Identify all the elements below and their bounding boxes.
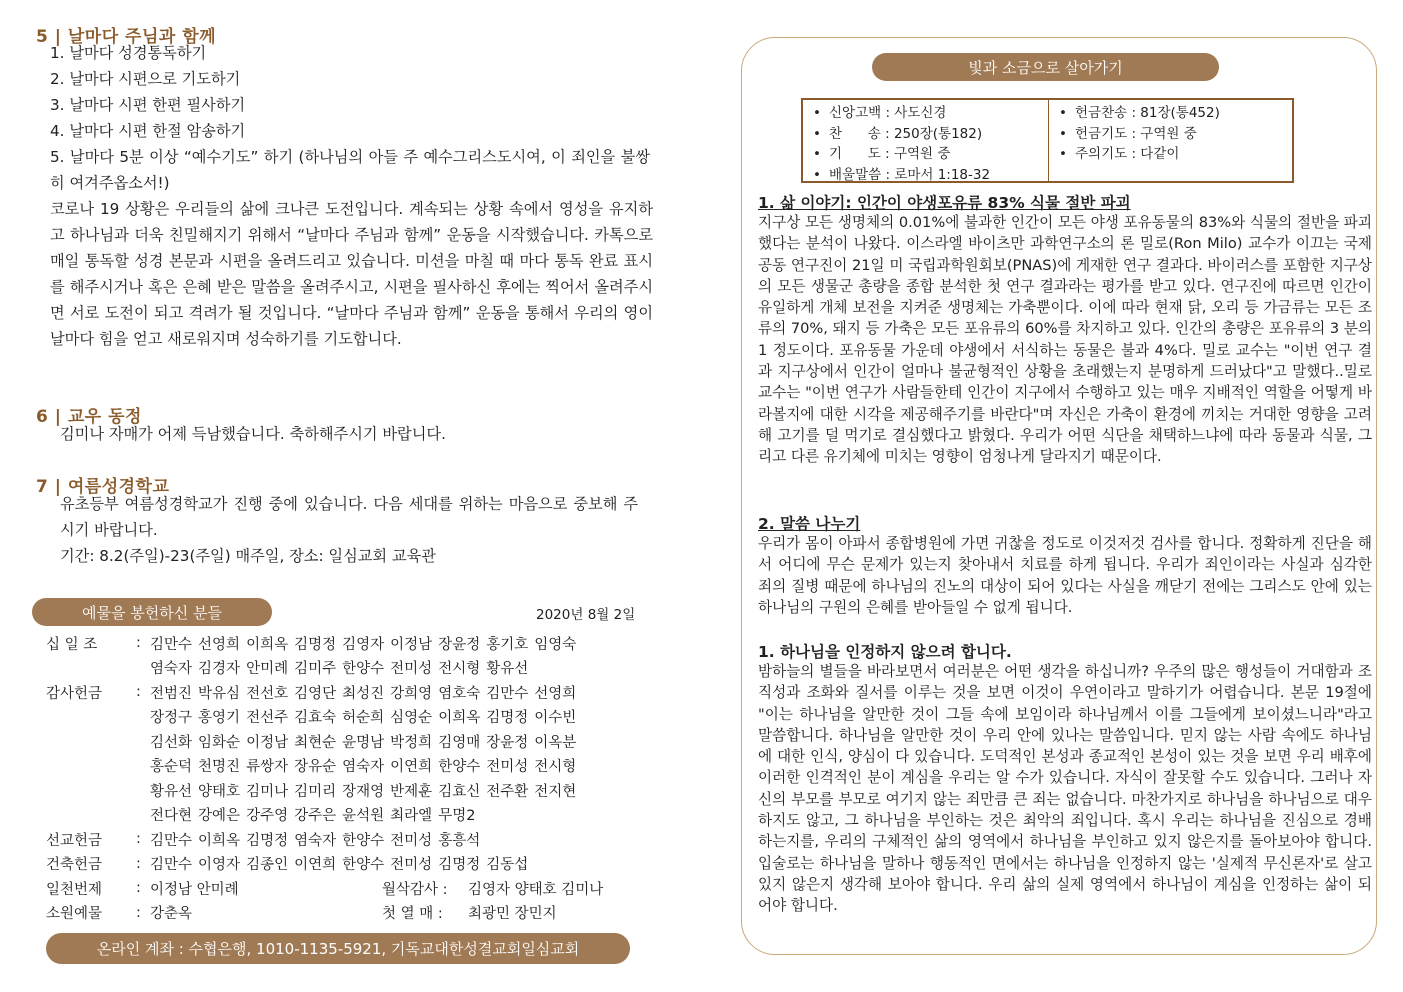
- offering-colon: [136, 656, 150, 681]
- offering-colon: :: [136, 684, 141, 701]
- donor-name: 김미나: [246, 783, 289, 800]
- point-1-title: 1. 하나님을 인정하지 않으려 합니다.: [758, 643, 1012, 661]
- donor-name: 김영자: [342, 636, 385, 653]
- donor-name: 전선주: [246, 710, 289, 727]
- donor-name: 전주환: [486, 783, 529, 800]
- donor-name: 전선호: [246, 685, 289, 702]
- donor-name: 이옥분: [534, 734, 577, 751]
- offering-category: 십 일 조: [46, 636, 98, 653]
- donor-name: 김만수: [150, 832, 193, 849]
- account-text: 온라인 계좌 : 수협은행, 1010-1135-5921, 기독교대한성결교회일심교회: [96, 940, 580, 958]
- donor-name: 홍기호: [486, 636, 529, 653]
- word-sharing-title: 2. 말씀 나누기: [758, 515, 861, 533]
- offering-row: [46, 901, 603, 926]
- offering-names: 강춘옥: [150, 906, 193, 923]
- point-1-body: 밤하늘의 별들을 바라보면서 여러분은 어떤 생각을 하십니까? 우주의 많은 행성들이 거대함과 조직성과 조화와 질서를 이루는 것을 보면 이것이 우연이라고 말하기가 어렵습니다. 본문 19절에 "이는 하나님을 알만한 것이 그들 속에 보임이라 하나님께서 이를 그들에게 보이셨느니라"라고 말씀합니다. 하나님을 알만한 것이 우리 안에 있나는 말씀입니다. 믿지 않는 사람 속에도 하나님에 대한 인식, 양심이 다 있습니다. 도덕적인 본성과 종교적인 본성이 있는 것을 보면 우리 배후에 이러한 인격적인 분이 계심을 우리는 알 수가 있습니다. 자식이 잘못할 수도 있습니다. 그러나 자신의 부모를 부모로 여기지 않는 죄만큼 큰 죄는 없습니다. 마찬가지로 하나님을 하나님으로 대우하지도 않고, 그 하나님을 부인하는 것은 최악의 죄입니다. 혹시 우리는 하나님을 진심으로 경배하는지를, 우리의 구체적인 삶의 영역에서 하나님을 부인하고 있지 않은지를 돌아보아야 합니다. 입술로는 하나님을 말하나 행동적인 면에서는 하나님을 인정하지 않는 '실제적 무신론자'로 살고 있지 않은지 생각해 보아야 합니다. 우리 삶의 실제 영역에서 하나님이 계심을 인정하는 삶이 되어야 합니다.: [758, 663, 1372, 915]
- story-title: 1. 삶 이야기: 인간이 야생포유류 83% 식물 절반 파괴: [758, 194, 1131, 212]
- offering-category: [46, 729, 136, 754]
- section-6-body: 김미나 자매가 어제 득남했습니다. 축하해주시기 바랍니다.: [60, 425, 446, 443]
- donor-name: 전시형: [438, 661, 481, 678]
- list-item: 5. 날마다 5분 이상 “예수기도” 하기 (하나님의 아들 주 예수그리스도시여, 이 죄인을 불쌍히 여겨주옵소서!): [50, 148, 650, 192]
- offering-category: 일천번제: [46, 881, 103, 898]
- offering-category: [46, 778, 136, 803]
- offering-row: [46, 778, 603, 803]
- donor-name: 홍흥석: [438, 832, 481, 849]
- donor-name: 한양수: [438, 759, 481, 776]
- offering-category: 첫 열 매 :: [382, 906, 443, 923]
- donor-name: 김명정: [246, 832, 289, 849]
- word-sharing-body: 우리가 몸이 아파서 종합병원에 가면 귀찮을 정도로 이것저것 검사를 합니다. 정확하게 진단을 해서 어디에 무슨 문제가 있는지 찾아내서 치료를 하게 됩니다. 우리가 죄인이라는 사실과 심각한 죄의 질병 때문에 하나님의 진노의 대상이 되어 있다는 사실을 깨닫기 전에는 그리스도 안에 있는 하나님의 구원의 은혜를 받아들일 수 없게 됩니다.: [758, 535, 1372, 616]
- donor-name: 심영순: [390, 710, 433, 727]
- donor-name: 안미례: [246, 661, 289, 678]
- offering-row: [46, 852, 603, 877]
- offering-names: 이정남 안미례: [150, 881, 239, 898]
- donor-name: 윤석원: [342, 808, 385, 825]
- offering-names: 김영자 양태호 김미나: [468, 881, 604, 898]
- offering-header: [32, 598, 272, 626]
- donor-name: 이희옥: [246, 636, 289, 653]
- donor-name: 전미성: [390, 661, 433, 678]
- worship-item: • 신앙고백 : 사도신경: [813, 105, 947, 121]
- donor-name: 류쌍자: [246, 759, 289, 776]
- offering-names: [150, 656, 603, 681]
- worship-item: • 주의기도 : 다같이: [1059, 146, 1180, 162]
- donor-name: 선영희: [534, 685, 577, 702]
- offering-names: [150, 631, 603, 656]
- donor-name: 김효숙: [294, 710, 337, 727]
- donor-name: 최라엘: [390, 808, 433, 825]
- donor-name: 김명정: [294, 636, 337, 653]
- donor-name: 이희옥: [198, 832, 241, 849]
- donor-name: 강주은: [294, 808, 337, 825]
- donor-name: 전미성: [390, 832, 433, 849]
- offering-row: [46, 803, 603, 828]
- section-7-body: 유초등부 여름성경학교가 진행 중에 있습니다. 다음 세대를 위하는 마음으로 중보해 주시기 바랍니다.: [60, 495, 638, 539]
- donor-name: 김만수: [150, 857, 193, 874]
- offering-colon: [136, 778, 150, 803]
- worship-order-box: [801, 98, 1294, 183]
- offering-names: [150, 827, 603, 852]
- donor-name: 이수빈: [534, 710, 577, 727]
- donor-name: 염호숙: [438, 685, 481, 702]
- right-header-label: 빛과 소금으로 살아가기: [968, 58, 1123, 77]
- offering-category: [46, 656, 136, 681]
- donor-name: 황유선: [150, 783, 193, 800]
- donor-name: 전시형: [534, 759, 577, 776]
- list-item: 1. 날마다 성경통독하기: [50, 44, 207, 62]
- donor-name: 선영희: [198, 636, 241, 653]
- donor-name: 전지현: [534, 783, 577, 800]
- donor-name: 김종인: [246, 857, 289, 874]
- donor-name: 임화순: [198, 734, 241, 751]
- donor-name: 홍순덕: [150, 759, 193, 776]
- story-body: 지구상 모든 생명체의 0.01%에 불과한 인간이 모든 야생 포유동물의 83%와 식물의 절반을 파괴했다는 분석이 나왔다. 이스라엘 바이츠만 과학연구소의 론 밀로(Ron Milo) 교수가 이끄는 국제공동 연구진이 21일 미 국립과학원회보(PNAS)에 게재한 연구 결과다. 바이러스를 포함한 지구상의 모든 생물군 총량을 종합 분석한 첫 연구 결과라는 평가를 받고 있다. 연구진에 따르면 인간이 유일하게 개체 보전을 지켜준 생명체는 가축뿐이다. 이에 따라 현재 닭, 오리 등 가금류는 모든 조류의 70%, 돼지 등 가축은 모든 포유류의 60%를 차지하고 있다. 인간의 총량은 포유류의 3 분의 1 정도이다. 포유동물 가운데 야생에서 서식하는 동물은 불과 4%다. 밀로 교수는 "이번 연구 결과 지구상에서 인간이 얼마나 불균형적인 상황을 초래했는지 분명하게 드러났다"고 말했다..밀로 교수는 "이번 연구가 사람들한테 인간이 지구에서 수행하고 있는 매우 지배적인 역할을 어떻게 바라볼지에 대한 시각을 제공해주기를 바란다"며 자신은 가축이 환경에 끼치는 거대한 영향을 고려해 고기를 덜 먹기로 결심했다고 밝혔다. 우리가 어떤 식단을 채택하느냐에 따라 동물과 식물, 그리고 다른 유기체에 미치는 영향이 엄청나게 달라지기 때문이다.: [758, 214, 1372, 466]
- worship-item: • 배울말씀 : 로마서 1:18-32: [813, 166, 991, 183]
- donor-name: 최성진: [342, 685, 385, 702]
- worship-order-left: [803, 100, 1049, 181]
- offering-table: [46, 631, 603, 925]
- donor-name: 김미리: [294, 783, 337, 800]
- donor-name: 박유심: [198, 685, 241, 702]
- donor-name: 김영매: [438, 734, 481, 751]
- offering-colon: [136, 729, 150, 754]
- worship-item: • 헌금찬송 : 81장(통452): [1059, 105, 1220, 121]
- donor-name: 김경자: [198, 661, 241, 678]
- donor-name: 허순희: [342, 710, 385, 727]
- donor-name: 한양수: [342, 661, 385, 678]
- right-header: [872, 53, 1219, 81]
- worship-item: • 헌금기도 : 구역원 중: [1059, 125, 1197, 142]
- offering-category: [46, 803, 136, 828]
- offering-row: [46, 754, 603, 779]
- section-6-title: 6 | 교우 동정: [36, 407, 142, 427]
- worship-order-right: [1049, 100, 1230, 181]
- donor-name: 김명정: [486, 710, 529, 727]
- donor-name: 이정남: [246, 734, 289, 751]
- donor-name: 천명진: [198, 759, 241, 776]
- offering-row: [46, 876, 603, 901]
- donor-name: 김동섭: [486, 857, 529, 874]
- offering-names: [150, 680, 603, 705]
- donor-name: 박정희: [390, 734, 433, 751]
- donor-name: 강희영: [390, 685, 433, 702]
- offering-row: [46, 680, 603, 705]
- donor-name: 전범진: [150, 685, 193, 702]
- donor-name: 김명정: [438, 857, 481, 874]
- offering-colon: :: [136, 635, 141, 652]
- section-7-title: 7 | 여름성경학교: [36, 477, 170, 497]
- offering-category: [46, 705, 136, 730]
- donor-name: 김만수: [486, 685, 529, 702]
- donor-name: 김영단: [294, 685, 337, 702]
- donor-name: 염숙자: [342, 759, 385, 776]
- donor-name: 이영자: [198, 857, 241, 874]
- donor-name: 전미성: [390, 857, 433, 874]
- offering-category: 월삭감사 :: [382, 881, 448, 898]
- offering-colon: :: [136, 831, 141, 848]
- offering-colon: :: [136, 880, 141, 897]
- list-item: 4. 날마다 시편 한절 암송하기: [50, 122, 246, 140]
- donor-name: 반제훈: [390, 783, 433, 800]
- donor-name: 최현순: [294, 734, 337, 751]
- list-item: 3. 날마다 시편 한편 필사하기: [50, 96, 246, 114]
- donor-name: 강주영: [246, 808, 289, 825]
- donor-name: 한양수: [342, 857, 385, 874]
- offering-row: [46, 705, 603, 730]
- list-item: 2. 날마다 시편으로 기도하기: [50, 70, 241, 88]
- section-7-period: 기간: 8.2(주일)-23(주일) 매주일, 장소: 일심교회 교육관: [60, 547, 436, 565]
- section-5-title: 5 | 날마다 주님과 함께: [36, 27, 217, 47]
- donor-name: 강예은: [198, 808, 241, 825]
- donor-name: 김효신: [438, 783, 481, 800]
- offering-colon: :: [136, 855, 141, 872]
- offering-colon: [136, 754, 150, 779]
- donor-name: 장윤정: [438, 636, 481, 653]
- donor-name: 무명2: [438, 808, 476, 825]
- donor-name: 염숙자: [150, 661, 193, 678]
- donor-name: 김미주: [294, 661, 337, 678]
- offering-row: [46, 729, 603, 754]
- offering-names: [150, 729, 603, 754]
- donor-name: 전미성: [486, 759, 529, 776]
- donor-name: 양태호: [198, 783, 241, 800]
- donor-name: 이정남: [390, 636, 433, 653]
- offering-names: [150, 705, 603, 730]
- offering-names: [150, 754, 603, 779]
- section-5-list: [50, 40, 650, 196]
- offering-names: 최광민 장민지: [468, 906, 557, 923]
- offering-colon: :: [136, 904, 141, 921]
- donor-name: 이연희: [390, 759, 433, 776]
- offering-colon: [136, 803, 150, 828]
- section-5-body: 코로나 19 상황은 우리들의 삶에 크나큰 도전입니다. 계속되는 상황 속에서 영성을 유지하고 하나님과 더욱 친밀해지기 위해서 “날마다 주님과 함께” 운동을 시작했습니다. 카톡으로 매일 통독할 성경 본문과 시편을 올려드리고 있습니다. 미션을 마칠 때 마다 통독 완료 표시를 해주시거나 혹은 은혜 받은 말씀을 올려주시고, 시편을 필사하신 후에는 찍어서 올려주시면 서로 도전이 되고 격려가 될 것입니다. “날마다 주님과 함께” 운동을 통해서 우리의 영이 날마다 힘을 얻고 새로워지며 성숙하기를 기도합니다.: [50, 200, 653, 348]
- offering-category: 선교헌금: [46, 832, 103, 849]
- worship-item: • 찬 송 : 250장(통182): [813, 125, 983, 142]
- offering-row: [46, 631, 603, 656]
- offering-names: [150, 803, 603, 828]
- donor-name: 윤명남: [342, 734, 385, 751]
- donor-name: 장재영: [342, 783, 385, 800]
- donor-name: 이희옥: [438, 710, 481, 727]
- donor-name: 장정구: [150, 710, 193, 727]
- offering-names: [150, 852, 603, 877]
- offering-row: [46, 827, 603, 852]
- donor-name: 염숙자: [294, 832, 337, 849]
- account-banner: [46, 933, 630, 964]
- donor-name: 임영숙: [534, 636, 577, 653]
- donor-name: 김만수: [150, 636, 193, 653]
- offering-category: [46, 754, 136, 779]
- donor-name: 전다현: [150, 808, 193, 825]
- donor-name: 한양수: [342, 832, 385, 849]
- offering-row: [46, 656, 603, 681]
- donor-name: 황유선: [486, 661, 529, 678]
- offering-colon: [136, 705, 150, 730]
- offering-names: [150, 778, 603, 803]
- offering-category: 감사헌금: [46, 685, 103, 702]
- offering-category: 소원예물: [46, 906, 103, 923]
- donor-name: 김선화: [150, 734, 193, 751]
- donor-name: 장윤정: [486, 734, 529, 751]
- donor-name: 장유순: [294, 759, 337, 776]
- offering-header-label: 예물을 봉헌하신 분들: [82, 603, 222, 622]
- offering-date: 2020년 8월 2일: [536, 607, 636, 623]
- worship-item: • 기 도 : 구역원 중: [813, 146, 951, 162]
- offering-category: 건축헌금: [46, 857, 103, 874]
- donor-name: 이연희: [294, 857, 337, 874]
- donor-name: 홍영기: [198, 710, 241, 727]
